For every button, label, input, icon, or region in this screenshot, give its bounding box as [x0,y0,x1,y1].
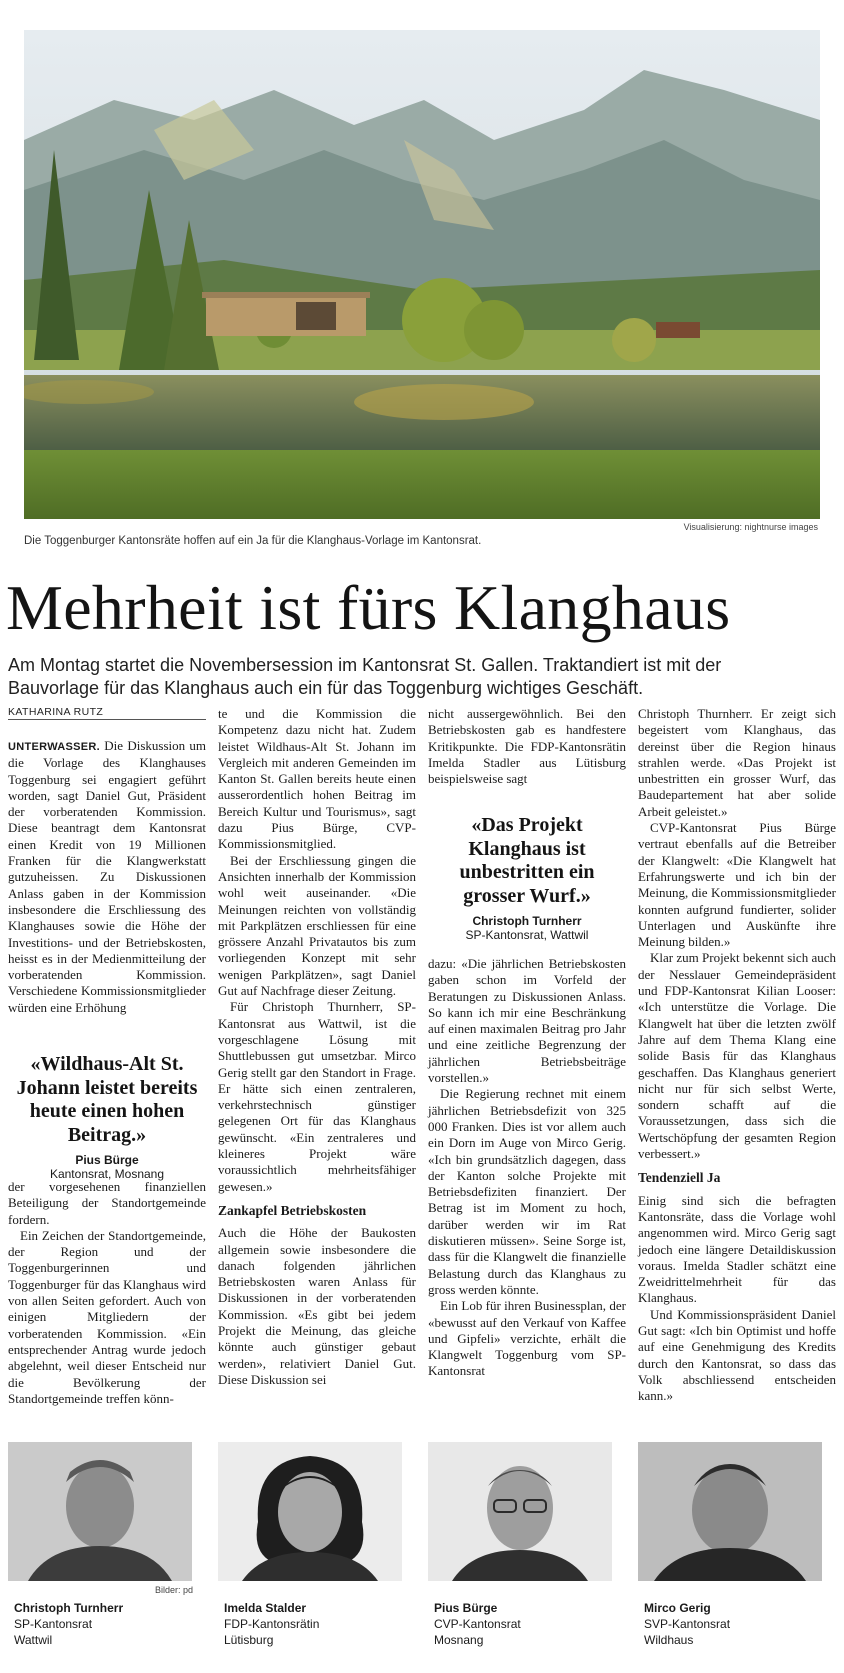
portrait-photo [428,1442,612,1581]
subheading: Zankapfel Betriebskosten [218,1202,367,1218]
portrait-place: Wildhaus [644,1633,694,1647]
portrait-place: Wattwil [14,1633,53,1647]
paragraph: nicht aussergewöhnlich. Bei den Betriebskosten gab es handfestere Kritikpunkte. Die FDP-Kantonsrätin Imelda Stadler aus Lütisburg beispielsweise sagt [428,706,626,787]
pull-quote-name: Pius Bürge [75,1153,139,1167]
paragraph: Die Diskussion um die Vorlage des Klanghauses Toggenburg sei engagiert geführt worden, sagt Daniel Gut, Präsident der vorberatenden Kommission. Diese beantragt dem Kantonsrat einen Kredit von 19 Millionen Franken für die Klangwerkstatt gutzuheissen. Zu Diskussionen Anlass gaben in der Kommission insbesondere die Erschliessung des Klanghauses sowie die Höhe der Investitions- und der Betriebskosten, heisst es in der Medienmitteilung der vorberatenden Kommission. Verschiedene Kommissionsmitglieder würden eine Erhöhung [8,738,206,1015]
portrait-role: CVP-Kantonsrat [434,1617,521,1631]
article-column-1 [8,738,206,1016]
subheading: Tendenziell Ja [638,1170,721,1186]
pull-quote-text: «Wildhaus-Alt St. Johann leistet bereits heute einen hohen Beitrag.» [16,1053,198,1146]
article-column-1-continued [8,1179,206,1407]
paragraph: te und die Kommission die Kompetenz dazu nicht hat. Zudem leistet Wildhaus-Alt St. Johann im Vergleich mit anderen Gemeinden im Kanton St. Gallen bereits heute einen ausserordentlich hohen Beitrag im Bereich Kultur und Tourismus», sagt dazu Pius Bürge, CVP-Kommissionsmitglied. [218,706,416,852]
headline: Mehrheit ist fürs Klanghaus [6,572,731,643]
pull-quote-role: SP-Kantonsrat, Wattwil [465,928,589,942]
image-caption: Die Toggenburger Kantonsräte hoffen auf ein Ja für die Klanghaus-Vorlage im Kantonsrat. [24,535,482,547]
portrait-role: SP-Kantonsrat [14,1617,93,1631]
pull-quote-role: Kantonsrat, Mosnang [49,1167,165,1181]
divider [8,719,206,720]
portrait-name: Christoph Turnherr [14,1601,124,1615]
article-column-2 [218,706,416,1388]
paragraph: dazu: «Die jährlichen Betriebskosten gaben schon im Vorfeld der Beratungen zu Diskussionen Anlass. So kann ich mir eine Beschränkung auf einen maximalen Beitrag pro Jahr und eine zeitliche Begrenzung der jährlichen Betriebsbeiträge vorstellen.» [428,956,626,1086]
portrait-role: FDP-Kantonsrätin [224,1617,320,1631]
author-byline: KATHARINA RUTZ [8,706,104,718]
pull-quote-name: Christoph Turnherr [472,914,582,928]
photo-credit: Bilder: pd [155,1585,194,1595]
paragraph: Ein Zeichen der Standortgemeinde, der Region und der Toggenburgerinnen und Toggenburger für das Klanghaus wird von allen Seiten gefordert. Auch von einigen Mitgliedern der vorberatenden Kommission. «Ein entsprechender Antrag wurde jedoch abgelehnt, weil dieser Entscheid nur die Bevölkerung der Standortgemeinde treffen könn- [8,1227,206,1406]
pull-quote-text: «Das Projekt Klanghaus ist unbestritten ein grosser Wurf.» [459,814,595,907]
lead-paragraph: Am Montag startet die Novembersession im Kantonsrat St. Gallen. Traktandiert ist mit der Bauvorlage für das Klanghaus auch ein für das Toggenburg wichtiges Geschäft. [8,655,722,698]
portrait-caption [14,1600,204,1648]
portrait-photo [218,1442,402,1581]
paragraph: Einig sind sich die befragten Kantonsräte, dass die Vorlage wohl angenommen wird. Mirco Gerig sagt jedoch eine längere Detaildiskussion voraus. Imelda Stadler schätzt eine Zweidrittelmehrheit für das Klanghaus. [638,1192,836,1306]
article-column-3-continued [428,956,626,1380]
paragraph: Klar zum Projekt bekennt sich auch der Nesslauer Gemeindepräsident und FDP-Kantonsrat Kilian Looser: «Ich unterstütze die Vorlage. Die Klangwelt hat über die letzten zwölf Jahre auf dem Thema Klang eine solide Basis für das Klanghaus geschaffen. Das Klanghaus generiert nicht nur für sich selbst Werte, sondern schafft auf die Voraussetzungen, dass sich die Wertschöpfung der gesamten Region verbessert.» [638,950,836,1162]
portrait-role: SVP-Kantonsrat [644,1617,731,1631]
portrait-caption [434,1600,624,1648]
portrait-name: Imelda Stalder [224,1601,307,1615]
dateline: UNTERWASSER. [8,741,101,753]
image-credit: Visualisierung: nightnurse images [683,522,818,532]
portrait-name: Mirco Gerig [644,1601,711,1615]
paragraph: Die Regierung rechnet mit einem jährlichen Betriebsdefizit von 325 000 Franken. Dies ist vor allem auch ein Dorn im Auge von Mirco Gerig. «Ich bin grundsätzlich dagegen, dass der Kanton solche Projekte mit Betriebsdefiziten finanziert. Der Betrag ist im Moment zu hoch, darüber werden wir im Rat diskutieren müssen». Seine Sorge ist, dass für die Klangwelt die finanzielle Belastung durch das Klanghaus zu gross werden könnte. [428,1086,626,1297]
pull-quote [8,1053,206,1181]
portrait-caption [224,1600,414,1648]
pull-quote [428,814,626,942]
paragraph: Christoph Thurnherr. Er zeigt sich begeistert vom Klanghaus, das dereinst über die Region hinaus strahlen werde. «Das Projekt ist unbestritten ein grosser Wurf, das Baudepartement hat aber solide Arbeit geleistet.» [638,706,836,819]
paragraph: Für Christoph Thurnherr, SP-Kantonsrat aus Wattwil, ist die vorgeschlagene Lösung mit Shuttlebussen gut umsetzbar. Mirco Gerig stellt gar den Standort in Frage. Er hätte sich einen zentraleren, verkehrstechnisch günstiger gelegenen Ort für das Klanghaus gewünscht. «Ein zentraleres und kleineres Projekt wäre voraussichtlich mehrheitsfähiger gewesen.» [218,999,416,1194]
portrait-place: Mosnang [434,1633,484,1647]
paragraph: Bei der Erschliessung gingen die Ansichten innerhalb der Kommission wohl weit auseinander. «Die Meinungen reichten von vollständig mit Parkplätzen erschliessen für eine grössere Anzahl Privatautos bis zum vorliegenden Konzept mit sehr wenigen Parkplätzen», sagt Daniel Gut auf Nachfrage dieser Zeitung. [218,852,416,999]
landscape-photo [24,30,820,519]
portrait-photo [638,1442,822,1581]
article-column-4 [638,706,836,1404]
paragraph: Ein Lob für ihren Businessplan, der «bewusst auf den Verkauf von Kaffee und Gipfeli» verzichte, erhält die Klangwelt Toggenburg vom SP-Kantonsrat [428,1298,626,1379]
paragraph: der vorgesehenen finanziellen Beteiligung der Standortgemeinde fordern. [8,1179,206,1227]
portrait-name: Pius Bürge [434,1601,498,1615]
paragraph: Auch die Höhe der Baukosten allgemein sowie insbesondere die danach folgenden jährlichen Betriebskosten waren Anlass für Diskussionen in der vorberatenden Kommission. «Es gibt bei jedem Projekt die Meinung, das gleiche könnte auch günstiger gebaut werden», relativiert Daniel Gut. Diese Diskussion sei [218,1225,416,1387]
portrait-caption [644,1600,834,1648]
portrait-photo [8,1442,192,1581]
portrait-place: Lütisburg [224,1633,274,1647]
article-column-3 [428,706,626,787]
paragraph: Und Kommissionspräsident Daniel Gut sagt: «Ich bin Optimist und hoffe auf eine Genehmigung des Kredits durch den Kantonsrat, so dass das Volk abschliessend entscheiden kann.» [638,1306,836,1404]
paragraph: CVP-Kantonsrat Pius Bürge vertraut ebenfalls auf die Betreiber der Klangwelt: «Die Klangwelt hat Erfahrungswerte und ich bin der Meinung, die Kommissionsmitglieder konnten aufgrund fundierter, solider Unterlagen und Auskünfte ihre Meinung bilden.» [638,820,836,950]
